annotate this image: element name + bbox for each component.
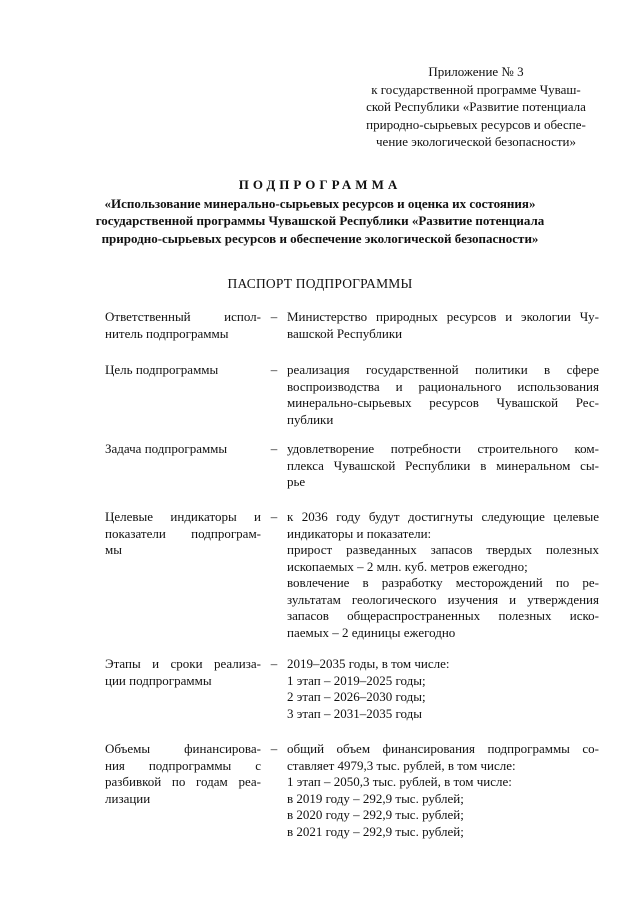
appendix-note	[350, 63, 602, 151]
label-line: Задача подпрограммы	[105, 441, 228, 456]
label-line: мы	[105, 542, 122, 557]
value-line: индикаторы и показатели:	[287, 525, 432, 541]
row-value	[287, 309, 599, 342]
value-line: 2 этап – 2026–2030 годы;	[287, 689, 426, 704]
dash: –	[270, 509, 278, 524]
subprogram-heading	[60, 176, 580, 247]
value-line: общий объем финансирования подпрограммы со-	[287, 741, 599, 756]
value-line: в 2021 году – 292,9 тыс. рублей;	[287, 823, 464, 839]
value-line: к 2036 году будут достигнуты следующие целевые	[287, 509, 599, 524]
label-line: нитель подпрограммы	[105, 325, 229, 341]
row-label	[105, 656, 261, 689]
value-line: вовлечение в разработку месторождений по ре-	[287, 575, 599, 590]
label-line: Объемы финансирова-	[105, 741, 261, 756]
dash: –	[270, 362, 278, 377]
appendix-line: природно-сырьевых ресурсов и обеспе-	[366, 116, 586, 132]
value-line: 2019–2035 годы, в том числе:	[287, 656, 450, 671]
label-line: ния подпрограммы с	[105, 757, 261, 773]
value-line: Министерство природных ресурсов и экологии Чу-	[287, 309, 599, 324]
row-label	[105, 509, 261, 559]
value-line: в 2019 году – 292,9 тыс. рублей;	[287, 790, 464, 806]
row-value	[287, 362, 599, 428]
value-line: рье	[287, 474, 306, 489]
label-line: показатели подпрограм-	[105, 525, 261, 541]
value-line: запасов общераспространенных полезных иско-	[287, 608, 599, 623]
row-value	[287, 509, 599, 641]
label-line: ции подпрограммы	[105, 672, 212, 688]
label-line: Ответственный испол-	[105, 309, 261, 324]
value-line: прирост разведанных запасов твердых полезных	[287, 542, 599, 557]
label-line: Целевые индикаторы и	[105, 509, 261, 524]
value-line: 1 этап – 2019–2025 годы;	[287, 672, 426, 688]
subprogram-title: ПОДПРОГРАММА	[238, 177, 402, 192]
value-line: ископаемых – 2 млн. куб. метров ежегодно;	[287, 558, 528, 574]
heading-line: «Использование минерально-сырьевых ресурсов и оценка их состояния»	[104, 195, 536, 211]
row-value	[287, 441, 599, 491]
label-line: Цель подпрограммы	[105, 362, 219, 377]
value-line: паемых – 2 единицы ежегодно	[287, 624, 456, 640]
dash: –	[270, 309, 278, 324]
value-line: 1 этап – 2050,3 тыс. рублей, в том числе:	[287, 774, 512, 789]
heading-line: природно-сырьевых ресурсов и обеспечение экологической безопасности»	[101, 230, 539, 246]
dash: –	[270, 741, 278, 756]
appendix-line: к государственной программе Чуваш-	[371, 81, 581, 97]
value-line: вашской Республики	[287, 325, 403, 341]
value-line: публики	[287, 411, 334, 427]
value-line: минерально-сырьевых ресурсов Чувашской Рес-	[287, 395, 599, 410]
label-line: лизации	[105, 790, 151, 806]
value-line: реализация государственной политики в сфере	[287, 362, 599, 377]
value-line: зультатам геологического изучения и утверждения	[287, 591, 599, 607]
dash: –	[270, 656, 278, 671]
row-value	[287, 656, 599, 722]
passport-title: ПАСПОРТ ПОДПРОГРАММЫ	[227, 276, 413, 291]
value-line: плекса Чувашской Республики в минеральном сы-	[287, 457, 599, 473]
value-line: ставляет 4979,3 тыс. рублей, в том числе:	[287, 757, 516, 773]
appendix-line: ской Республики «Развитие потенциала	[366, 99, 586, 114]
label-line: Этапы и сроки реализа-	[105, 656, 261, 671]
row-label	[105, 309, 261, 342]
value-line: 3 этап – 2031–2035 годы	[287, 705, 422, 721]
value-line: в 2020 году – 292,9 тыс. рублей;	[287, 807, 464, 822]
heading-line: государственной программы Чувашской Республики «Развитие потенциала	[95, 213, 545, 228]
appendix-line: чение экологической безопасности»	[376, 134, 576, 149]
value-line: воспроизводства и рационального использования	[287, 378, 599, 394]
row-label	[105, 441, 261, 458]
value-line: удовлетворение потребности строительного ком-	[287, 441, 599, 456]
label-line: разбивкой по годам реа-	[105, 774, 261, 789]
appendix-line: Приложение № 3	[428, 64, 524, 79]
dash: –	[270, 441, 278, 456]
row-label	[105, 741, 261, 807]
row-label	[105, 362, 261, 379]
row-value	[287, 741, 599, 840]
